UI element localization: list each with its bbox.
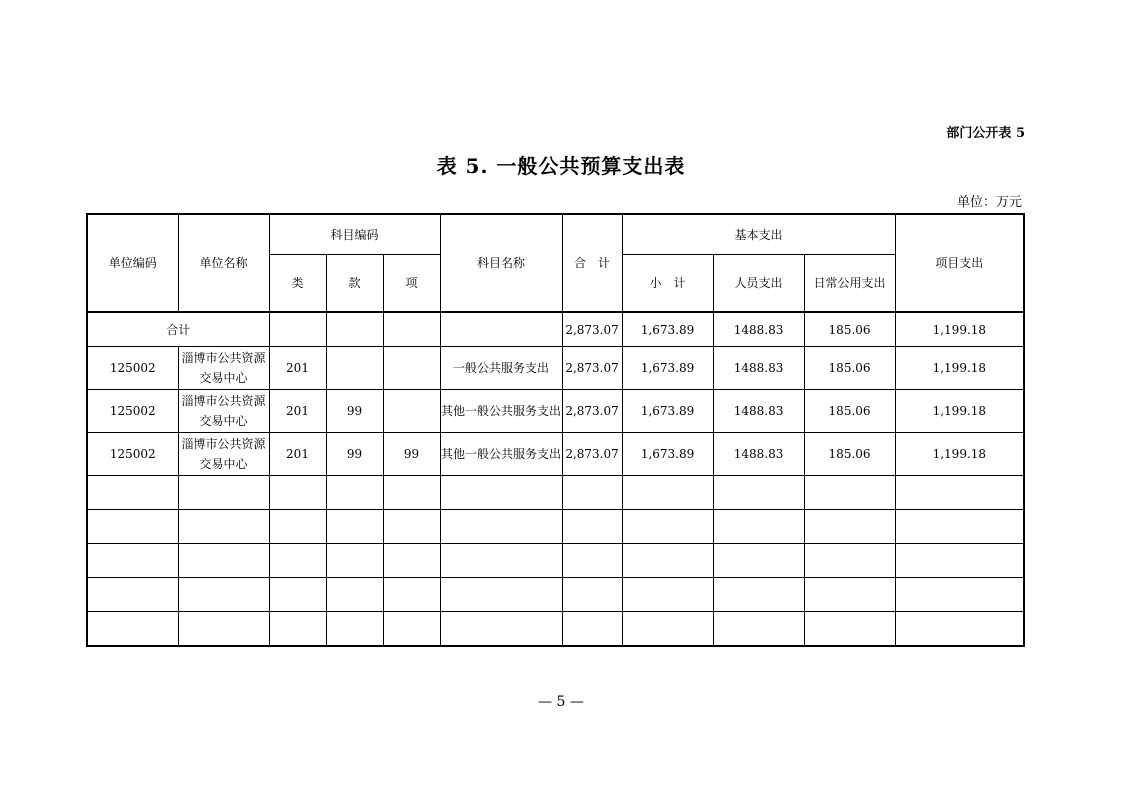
col-header-total: 合 计 bbox=[562, 214, 622, 312]
subtotal: 1,673.89 bbox=[622, 390, 713, 433]
col-header-project: 项目支出 bbox=[895, 214, 1024, 312]
page-title: 表 5. 一般公共预算支出表 bbox=[436, 154, 686, 178]
total-total: 2,873.07 bbox=[562, 312, 622, 347]
total: 2,873.07 bbox=[562, 433, 622, 476]
total-daily: 185.06 bbox=[804, 312, 895, 347]
header-row bbox=[87, 214, 1024, 255]
total: 2,873.07 bbox=[562, 347, 622, 390]
col-header-subject-name: 科目名称 bbox=[440, 214, 562, 312]
table-row bbox=[87, 347, 1024, 390]
subject-name: 其他一般公共服务支出 bbox=[440, 390, 562, 433]
lei: 201 bbox=[269, 433, 326, 476]
total-subtotal: 1,673.89 bbox=[622, 312, 713, 347]
subtotal: 1,673.89 bbox=[622, 347, 713, 390]
page-number: — 5 — bbox=[538, 694, 584, 710]
subtotal: 1,673.89 bbox=[622, 433, 713, 476]
unit-code: 125002 bbox=[87, 433, 178, 476]
total: 2,873.07 bbox=[562, 390, 622, 433]
empty-row bbox=[87, 510, 1024, 544]
col-header-unit-name: 单位名称 bbox=[178, 214, 269, 312]
unit-name bbox=[178, 433, 269, 476]
col-header-xiang: 项 bbox=[383, 255, 440, 313]
xiang bbox=[383, 390, 440, 433]
unit-name-text: 淄博市公共资源交易中心 bbox=[181, 437, 266, 471]
project: 1,199.18 bbox=[895, 390, 1024, 433]
project: 1,199.18 bbox=[895, 433, 1024, 476]
cell bbox=[440, 312, 562, 347]
col-header-lei: 类 bbox=[269, 255, 326, 313]
unit-name bbox=[178, 390, 269, 433]
col-header-subtotal: 小 计 bbox=[622, 255, 713, 313]
total-project: 1,199.18 bbox=[895, 312, 1024, 347]
subject-name: 一般公共服务支出 bbox=[440, 347, 562, 390]
kuan: 99 bbox=[326, 390, 383, 433]
daily: 185.06 bbox=[804, 433, 895, 476]
cell bbox=[326, 312, 383, 347]
col-header-personnel: 人员支出 bbox=[713, 255, 804, 313]
col-header-kuan: 款 bbox=[326, 255, 383, 313]
col-header-daily: 日常公用支出 bbox=[804, 255, 895, 313]
personnel: 1488.83 bbox=[713, 433, 804, 476]
unit-name bbox=[178, 347, 269, 390]
xiang bbox=[383, 347, 440, 390]
daily: 185.06 bbox=[804, 390, 895, 433]
lei: 201 bbox=[269, 347, 326, 390]
total-personnel: 1488.83 bbox=[713, 312, 804, 347]
cell bbox=[383, 312, 440, 347]
table-row bbox=[87, 390, 1024, 433]
kuan bbox=[326, 347, 383, 390]
subject-name: 其他一般公共服务支出 bbox=[440, 433, 562, 476]
lei: 201 bbox=[269, 390, 326, 433]
empty-row bbox=[87, 578, 1024, 612]
table-row bbox=[87, 433, 1024, 476]
empty-row bbox=[87, 544, 1024, 578]
unit-label: 单位：万元 bbox=[956, 195, 1022, 210]
total-row bbox=[87, 312, 1024, 347]
empty-row bbox=[87, 476, 1024, 510]
personnel: 1488.83 bbox=[713, 347, 804, 390]
project: 1,199.18 bbox=[895, 347, 1024, 390]
empty-row bbox=[87, 612, 1024, 647]
unit-name-text: 淄博市公共资源交易中心 bbox=[181, 351, 266, 385]
unit-name-text: 淄博市公共资源交易中心 bbox=[181, 394, 266, 428]
col-header-basic: 基本支出 bbox=[622, 214, 895, 255]
unit-code: 125002 bbox=[87, 390, 178, 433]
cell bbox=[269, 312, 326, 347]
col-header-subject-code: 科目编码 bbox=[269, 214, 440, 255]
kuan: 99 bbox=[326, 433, 383, 476]
personnel: 1488.83 bbox=[713, 390, 804, 433]
total-label: 合计 bbox=[87, 312, 269, 347]
form-label: 部门公开表 5 bbox=[946, 126, 1025, 141]
xiang: 99 bbox=[383, 433, 440, 476]
budget-table bbox=[86, 213, 1025, 647]
unit-code: 125002 bbox=[87, 347, 178, 390]
col-header-unit-code: 单位编码 bbox=[87, 214, 178, 312]
daily: 185.06 bbox=[804, 347, 895, 390]
